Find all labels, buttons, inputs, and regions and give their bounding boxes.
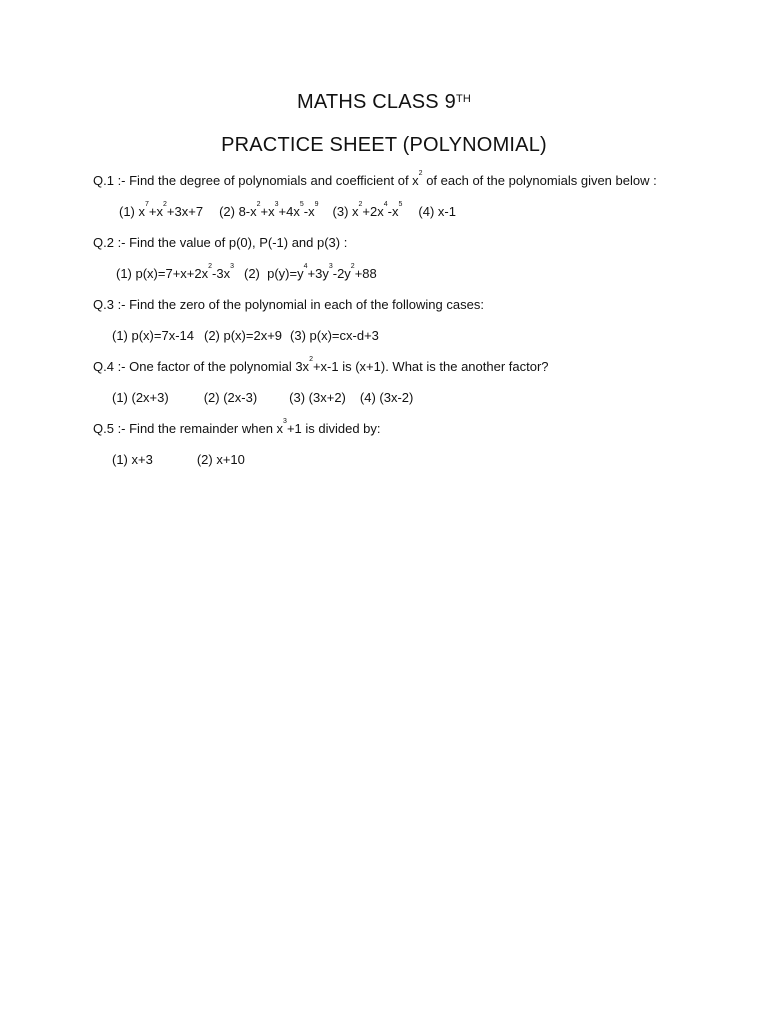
q5-option-2: (2) x+10 [196, 452, 245, 467]
q1-o2-part: -x [303, 204, 315, 219]
page-title-text: MATHS CLASS 9 [296, 91, 456, 113]
question-5-text-b: +1 is divided by: [286, 421, 381, 436]
q1-o2-sup: 5 [299, 201, 304, 208]
q1-o3-sup: 5 [398, 201, 403, 208]
q1-o2-part: (2) 8-x [219, 204, 257, 219]
question-5 [93, 418, 381, 437]
q1-o3-part: -x [387, 204, 399, 219]
q1-option-4: (4) x-1 [418, 204, 456, 219]
q1-o2-sup: 2 [256, 201, 261, 208]
q2-o2-part: -2y [332, 266, 351, 281]
q4-option-1: (1) (2x+3) [112, 390, 169, 405]
q2-o2-part: (2) p(y)=y [244, 266, 304, 281]
q1-option-2 [219, 201, 319, 220]
q3-option-1: (1) p(x)=7x-14 [112, 328, 194, 343]
q2-o1-part: -3x [212, 266, 231, 281]
q5-option-1: (1) x+3 [112, 452, 153, 467]
question-3: Q.3 :- Find the zero of the polynomial in each of the following cases: [93, 297, 484, 312]
q1-o3-sup: 4 [383, 201, 388, 208]
q2-o2-part: +3y [307, 266, 329, 281]
q2-option-1 [116, 263, 234, 282]
question-1-options [119, 201, 456, 220]
question-1-superscript: 2 [418, 170, 423, 177]
q1-o1-part: (1) x [119, 204, 145, 219]
q1-o2-part: +4x [278, 204, 300, 219]
q1-option-3 [332, 201, 403, 220]
q1-option-1 [119, 201, 204, 220]
page-title-superscript: TH [455, 93, 472, 105]
question-4-text-a: Q.4 :- One factor of the polynomial 3x [93, 359, 310, 374]
question-4-options [112, 390, 413, 406]
q3-option-3: (3) p(x)=cx-d+3 [290, 328, 379, 343]
question-5-superscript: 3 [283, 418, 287, 425]
question-2: Q.2 :- Find the value of p(0), P(-1) and p(3) : [93, 235, 348, 250]
q1-o1-sup: 7 [145, 201, 149, 208]
q2-o1-sup: 2 [208, 263, 213, 270]
question-4-superscript: 2 [309, 356, 313, 363]
q4-option-3: (3) (3x+2) [289, 390, 346, 405]
q1-o2-sup: 3 [274, 201, 279, 208]
q1-o1-part: +x [148, 204, 163, 219]
q2-option-2 [244, 263, 377, 282]
question-4-text-b: +x-1 is (x+1). What is the another factor? [312, 359, 549, 374]
q1-o2-part: +x [260, 204, 275, 219]
q1-o1-sup: 2 [163, 201, 167, 208]
q2-o2-sup: 4 [303, 263, 308, 270]
q2-o1-sup: 3 [230, 263, 234, 270]
q2-o2-part: +88 [354, 266, 377, 281]
question-4 [93, 356, 549, 375]
q1-o3-part: (3) x [332, 204, 359, 219]
q4-option-4: (4) (3x-2) [359, 390, 414, 405]
q1-o3-part: +2x [362, 204, 384, 219]
question-5-options [112, 452, 245, 468]
q4-option-2: (2) (2x-3) [203, 390, 258, 405]
question-1-text-b: of each of the polynomials given below : [422, 173, 657, 188]
question-2-options [116, 263, 377, 282]
question-1-text-a: Q.1 :- Find the degree of polynomials and coefficient of x [93, 173, 419, 188]
q3-option-2: (2) p(x)=2x+9 [204, 328, 283, 343]
q2-o1-part: (1) p(x)=7+x+2x [116, 266, 209, 281]
question-3-options [112, 328, 379, 344]
page-subtitle: PRACTICE SHEET (POLYNOMIAL) [221, 134, 547, 156]
q1-o3-sup: 2 [358, 201, 363, 208]
page-title [0, 90, 768, 114]
q2-o2-sup: 2 [350, 263, 355, 270]
q2-o2-sup: 3 [328, 263, 333, 270]
q1-o2-sup: 9 [314, 201, 319, 208]
q1-o1-part: +3x+7 [166, 204, 204, 219]
question-1 [93, 170, 657, 189]
question-5-text-a: Q.5 :- Find the remainder when x [93, 421, 284, 436]
